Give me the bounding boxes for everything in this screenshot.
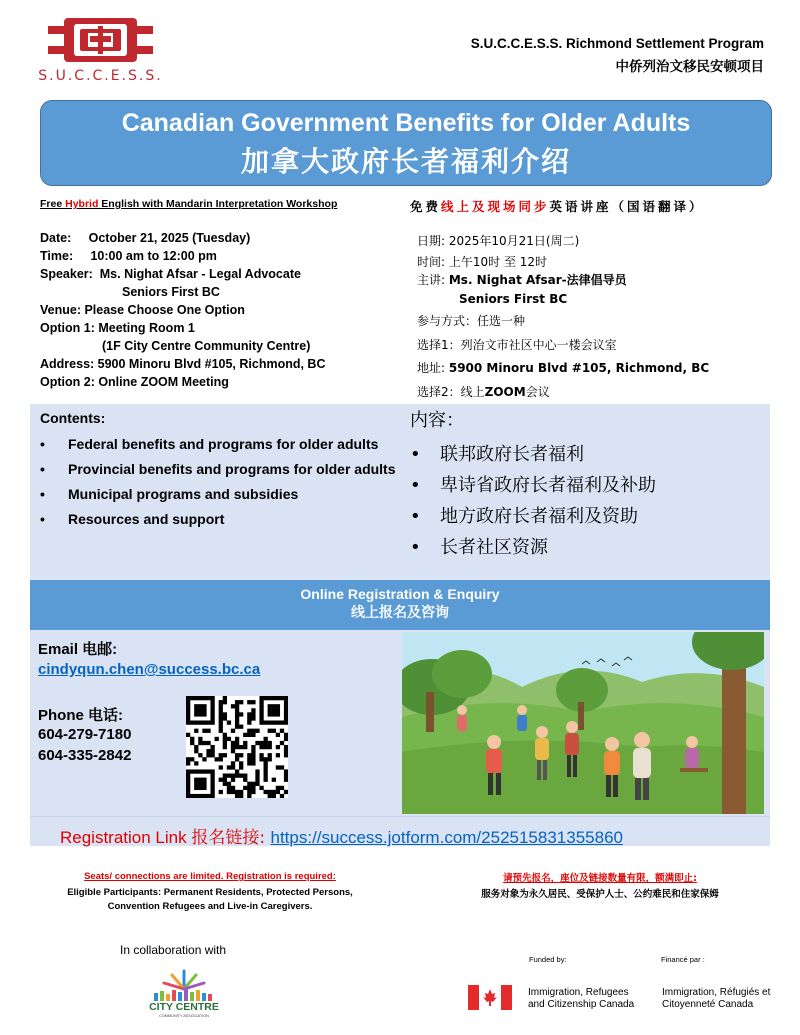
mode-zh: 参与方式：任选一种 — [417, 314, 526, 328]
ws-en-prefix: Free — [40, 198, 66, 210]
success-logo — [38, 12, 163, 90]
page-title-zh: 加拿大政府长者福利介绍 — [240, 145, 571, 178]
contents-title-zh: 内容： — [410, 410, 464, 431]
ws-zh-prefix: 免费 — [410, 199, 442, 214]
link-label-en: Registration Link — [60, 828, 192, 847]
speaker-org-en: Seniors First BC — [122, 285, 220, 299]
option1-place-en: (1F City Centre Community Centre) — [102, 339, 311, 353]
registration-link-row — [60, 823, 623, 848]
speaker-org-zh: Seniors First BC — [459, 292, 568, 306]
success-emblem-icon — [38, 12, 163, 68]
registration-link-bar — [30, 816, 770, 846]
program-name-zh: 中侨列治文移民安顿项目 — [615, 59, 764, 75]
registration-url-link[interactable]: https://success.jotform.com/252515831355860 — [270, 828, 623, 847]
eligibility-zh: 服务对象为永久居民、受保护人士、公约难民和住家保姆 — [481, 889, 719, 900]
eligibility-en: Eligible Participants: Permanent Residents, Protected Persons, Convention Refugees and Live-in Caregivers. — [67, 887, 353, 912]
event-details-en — [40, 229, 400, 391]
funded-by-label: Funded by: — [529, 955, 567, 964]
city-centre-logo — [140, 963, 228, 1023]
contents-section — [30, 404, 770, 580]
venue-en: Venue: Please Choose One Option — [40, 303, 245, 317]
option2-suffix-zh: 会议 — [525, 384, 550, 399]
phone-label: Phone 电话: — [38, 707, 123, 724]
option2-en: Option 2: Online ZOOM Meeting — [40, 375, 229, 389]
phone-number-1: 604-279-7180 — [38, 726, 132, 743]
email-label: Email 电邮: — [38, 641, 118, 658]
list-item: • 长者社区资源 — [410, 535, 760, 561]
city-centre-sunburst-icon — [140, 963, 228, 1003]
speaker-en: Speaker: Ms. Nighat Afsar - Legal Advocate — [40, 267, 301, 281]
address-label-zh: 地址: — [417, 361, 449, 375]
phone-number-2: 604-335-2842 — [38, 747, 132, 764]
ircc-name-en: Immigration, Refugees and Citizenship Canada — [528, 987, 635, 1010]
seats-warning-zh: 请预先报名，座位及链接数量有限，额满即止: — [503, 873, 697, 884]
list-item: • Provincial benefits and programs for older adults — [40, 459, 400, 480]
time-en: Time: 10:00 am to 12:00 pm — [40, 249, 217, 263]
canada-flag-icon — [468, 985, 512, 1010]
registration-heading-zh: 线上报名及咨询 — [351, 605, 449, 621]
seniors-exercising-illustration — [402, 632, 764, 814]
date-en: Date: October 21, 2025 (Tuesday) — [40, 231, 251, 245]
ws-zh-highlight: 线上及现场同步 — [441, 199, 550, 214]
speaker-label-zh: 主讲: — [417, 273, 449, 287]
list-item: • 联邦政府长者福利 — [410, 442, 760, 468]
contents-list-zh — [410, 442, 760, 561]
city-centre-name: CITY CENTRE — [149, 1001, 219, 1013]
finance-par-label: Financé par : — [661, 955, 705, 964]
option2-prefix-zh: 选择2：线上 — [417, 384, 485, 399]
ircc-name-fr: Immigration, Réfugiés et Citoyenneté Canada — [662, 987, 771, 1010]
registration-heading — [30, 580, 770, 630]
contents-title-en: Contents: — [40, 410, 106, 426]
ws-zh-suffix: 英语讲座（国语翻译） — [549, 199, 705, 214]
option2-zh — [417, 382, 777, 403]
list-item: • Federal benefits and programs for older adults — [40, 434, 400, 455]
ws-en-suffix: English with Mandarin Interpretation Workshop — [98, 198, 338, 210]
time-zh: 时间: 上午10时 至 12时 — [417, 254, 548, 269]
contents-zh — [410, 406, 760, 566]
speaker-name-zh: Ms. Nighat Afsar-法律倡导员 — [448, 273, 627, 287]
ws-en-highlight: Hybrid — [65, 198, 99, 210]
registration-heading-en: Online Registration & Enquiry — [300, 586, 500, 602]
address-value-zh: 5900 Minoru Blvd #105, Richmond, BC — [448, 361, 710, 375]
list-item: • 地方政府长者福利及资助 — [410, 504, 760, 530]
email-link[interactable]: cindyqun.chen@success.bc.ca — [38, 661, 261, 678]
city-centre-sub: COMMUNITY ASSOCIATION — [159, 1014, 209, 1018]
registration-section — [30, 630, 770, 816]
option1-zh: 选择1：列治文市社区中心一楼会议室 — [417, 337, 617, 352]
program-name-en: S.U.C.C.E.S.S. Richmond Settlement Program — [470, 36, 764, 51]
contents-en — [40, 410, 400, 534]
list-item: • 卑诗省政府长者福利及补助 — [410, 473, 760, 499]
seats-warning-en: Seats/ connections are limited. Registration is required: — [84, 871, 336, 882]
contents-list-en — [40, 434, 400, 530]
collaboration-label: In collaboration with — [120, 943, 227, 957]
workshop-type-zh — [410, 197, 705, 215]
address-en: Address: 5900 Minoru Blvd #105, Richmond, BC — [40, 357, 326, 371]
event-details-zh — [417, 231, 777, 402]
speaker-zh — [417, 272, 777, 289]
list-item: • Municipal programs and subsidies — [40, 484, 400, 505]
title-banner — [40, 100, 772, 186]
list-item: • Resources and support — [40, 509, 400, 530]
link-label-zh: 报名链接: — [191, 828, 271, 848]
option2-bold-zh: ZOOM — [484, 384, 526, 399]
page-title-en: Canadian Government Benefits for Older Adults — [121, 109, 691, 137]
date-zh: 日期: 2025年10月21日(周二) — [417, 234, 580, 248]
logo-text: S.U.C.C.E.S.S. — [38, 68, 163, 84]
workshop-type-en — [40, 198, 337, 210]
park-scene-image — [402, 632, 764, 814]
address-zh — [417, 358, 777, 379]
qr-code-graphic — [186, 696, 288, 798]
option1-en: Option 1: Meeting Room 1 — [40, 321, 195, 335]
qr-code-icon[interactable] — [186, 696, 288, 798]
